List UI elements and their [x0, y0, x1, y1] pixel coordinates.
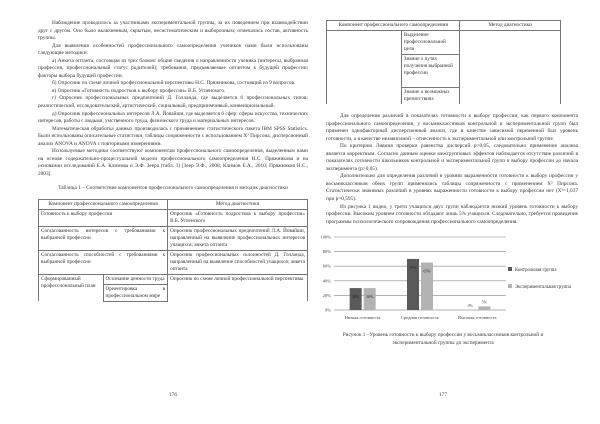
header-method: Метод диагностики [460, 21, 561, 31]
cell: Осознание ценности труда [103, 274, 168, 284]
bar-data-label: 65% [423, 268, 431, 274]
paragraph: Из рисунка 1 видно, у трети учащихся двух групп наблюдается низкий уровень готовности к выбору профессии. Высоким уровнем готовности обладают лишь 5% учащихся. Следовательно, требуется проведение программы психологического сопровождения профессионального самоопределения. [326, 203, 578, 225]
right-body-text [326, 113, 578, 226]
table-row [39, 226, 308, 250]
y-tick-label: 40% [322, 278, 331, 284]
cell: Опросник профессиональных склонностей Д. Голланда, направленный на выявление способностей учащихся; анкета оптанта [168, 250, 308, 274]
x-tick-label: Средняя готовность [400, 315, 440, 321]
header-component: Компонент профессионального самоопределения [39, 199, 168, 209]
cell: Опросник «Готовность подростков к выбору профессии» В.Б. Успенского [168, 209, 308, 226]
cell [327, 31, 402, 105]
x-tick-label: Высокая готовность [458, 315, 497, 321]
cell: Согласованность интересов с требованиями к выбранной профессии [39, 226, 168, 250]
table-row [39, 250, 308, 274]
cell: Готовность к выбору профессии [39, 209, 168, 226]
methods-table [38, 199, 308, 302]
paragraph: Для определения различий в показателях готовности к выбору профессии, как первого компонента профессионального самоопределения, у восьмиклассников контрольной и экспериментальной групп был применен однофакторный дисперсионный анализ, где в качестве зависимой переменной был уровень готовности, а в качестве независимой – отнесенность к экспериментальной или контрольной группе. [326, 113, 578, 142]
left-body-text [38, 20, 308, 178]
cell: Опросник по схеме личной профессиональной перспективы [168, 274, 308, 301]
paragraph: Дополнительно для определения различий в уровнях выраженности готовности к выбору профессии у восьмиклассников обеих групп применялись таблицы сопряженности с применением X² Пирсона. Статистически значимых различий в уровнях выраженности готовности к выбору профессии нет (X²=1,037 при p=0,595). [326, 173, 578, 203]
figure-caption: Рисунок 1 –Уровень готовности к выбору профессии у восьмиклассников контрольной и экспериментальной группы до эксперимента [342, 332, 544, 346]
cell: Ориентировка в профессиональном мире [103, 284, 168, 301]
bar-data-label: 5% [481, 299, 488, 305]
x-tick-label: Низкая готовность [344, 315, 381, 321]
page-number: 176 [169, 392, 177, 398]
table-row [39, 209, 308, 226]
y-tick-label: 20% [322, 293, 331, 299]
paragraph: а) Анкета оптанта, состоящая из трех блоков: общие сведения о направленности ученика (интересы, выбранная профессия, профессиональный статус родителей); требования, предъявляемые оптантом к будущей профессии; факторы выбора будущей профессии. [38, 57, 308, 79]
paragraph: Наблюдение проводилось за участниками экспериментальной группы, за их поведением при взаимодействии друг с другом. Оно было включенным, скрытым, несистематическим и выборочным; отмечались состав, активность группы. [38, 20, 308, 42]
chart-plot [312, 234, 508, 326]
legend-label: Экспериментальная группа [515, 285, 571, 291]
legend-swatch [508, 267, 512, 271]
y-tick-label: 100% [320, 234, 331, 240]
legend-label: Контрольная группа [515, 268, 557, 274]
left-page [38, 0, 308, 424]
y-tick-label: 0% [325, 307, 331, 313]
cell: Опросник профессиональных предпочтений Л.А. Йовайши, направленный на выявление профессиональных интересов учащихся; анкета оптанта [168, 226, 308, 250]
paragraph: д) Опросник профессиональных интересов Л.А. Йовайши, где выделяется 6 сфер: сферы искусства, технических интересов, работы с людьми, умственного труда, физического труда и материальных интересов. [38, 110, 308, 125]
legend-item-experimental [508, 284, 574, 292]
methods-table-continued [326, 20, 561, 104]
header-component: Компонент профессионального самоопределения [327, 21, 460, 31]
table-caption: Таблица 1 – Соответствие компонентов профессионального самоопределения и методик диагностики [58, 185, 288, 192]
paragraph: г) Опросник профессиональных предпочтений Д. Голланда, где выделяется 6 профессиональных типов: реалистический, исследовательский, артистический, социальный, предприимчивый, конвенциональный. [38, 95, 308, 110]
table-row [39, 274, 308, 284]
cell: Знание о возможных препятствиях [401, 88, 460, 105]
bar-data-label: 70% [409, 265, 417, 271]
bar-data-label: 0% [467, 303, 474, 309]
bar-data-label: 30% [365, 294, 374, 300]
legend-item-control [508, 267, 574, 275]
paragraph: Для выявления особенностей профессионального самоопределения учеников нами были использованы следующие методики: [38, 42, 308, 57]
paragraph: Используемые методики соответствуют компонентам профессионального самоопределения, выделенным нами на основе содержательно-процессуальной модели профессионального самоопределения Н.С. Пряжникова и на основании исследований Е.А. Климова и Э.Ф. Зеера (табл. 1) [Зеер Э.Ф., 2008; Климов Е.А., 2010; Пряжников Н.С., 2003]. [38, 148, 308, 177]
y-tick-label: 80% [322, 249, 331, 255]
right-page [308, 0, 578, 424]
bar-data-label: 30% [351, 294, 360, 300]
paragraph: По критерию Ливиня проверки равенства дисперсий p>0,05, следовательно применение анализа является корректным. Согласно данным оценки межгрупповых эффектов наблюдается отсутствие различий в показателях готовности школьников контрольной и экспериментальной групп к выбору профессии до начала эксперимента (p>0,05). [326, 143, 578, 172]
header-method: Метод диагностики [168, 199, 308, 209]
page-number: 177 [439, 392, 447, 398]
table-row [327, 31, 561, 55]
paragraph: б) Опросник по схеме личной профессиональной перспективы Н.С. Пряжникова, состоящий из 9 вопросов. [52, 80, 296, 87]
cell: Выделение профессиональной цели [401, 31, 460, 55]
cell: Знание о путях получения выбранной профессии [401, 55, 460, 88]
table-header-row [327, 21, 561, 31]
paragraph: Математическая обработка данных производилась с применением статистического пакета IBM SPSS Statistics. Были использованы описательные статистики, таблицы сопряженности с использованием X² Пирсона, дисперсионный анализ ANOVA и ANOVA с повторными измерениями. [38, 125, 308, 147]
bar [478, 307, 490, 311]
readiness-bar-chart [312, 234, 574, 326]
cell: Согласованность способностей с требованиями к выбранной профессии [39, 250, 168, 274]
paragraph: в) Опросник «Готовность подростков к выбору профессии» В.Б. Успенского. [52, 87, 226, 94]
legend-swatch [508, 284, 512, 288]
cell [460, 31, 561, 105]
cell: Сформированный профессиональный план [39, 274, 104, 301]
y-tick-label: 60% [322, 263, 331, 269]
table-header-row [39, 199, 308, 209]
